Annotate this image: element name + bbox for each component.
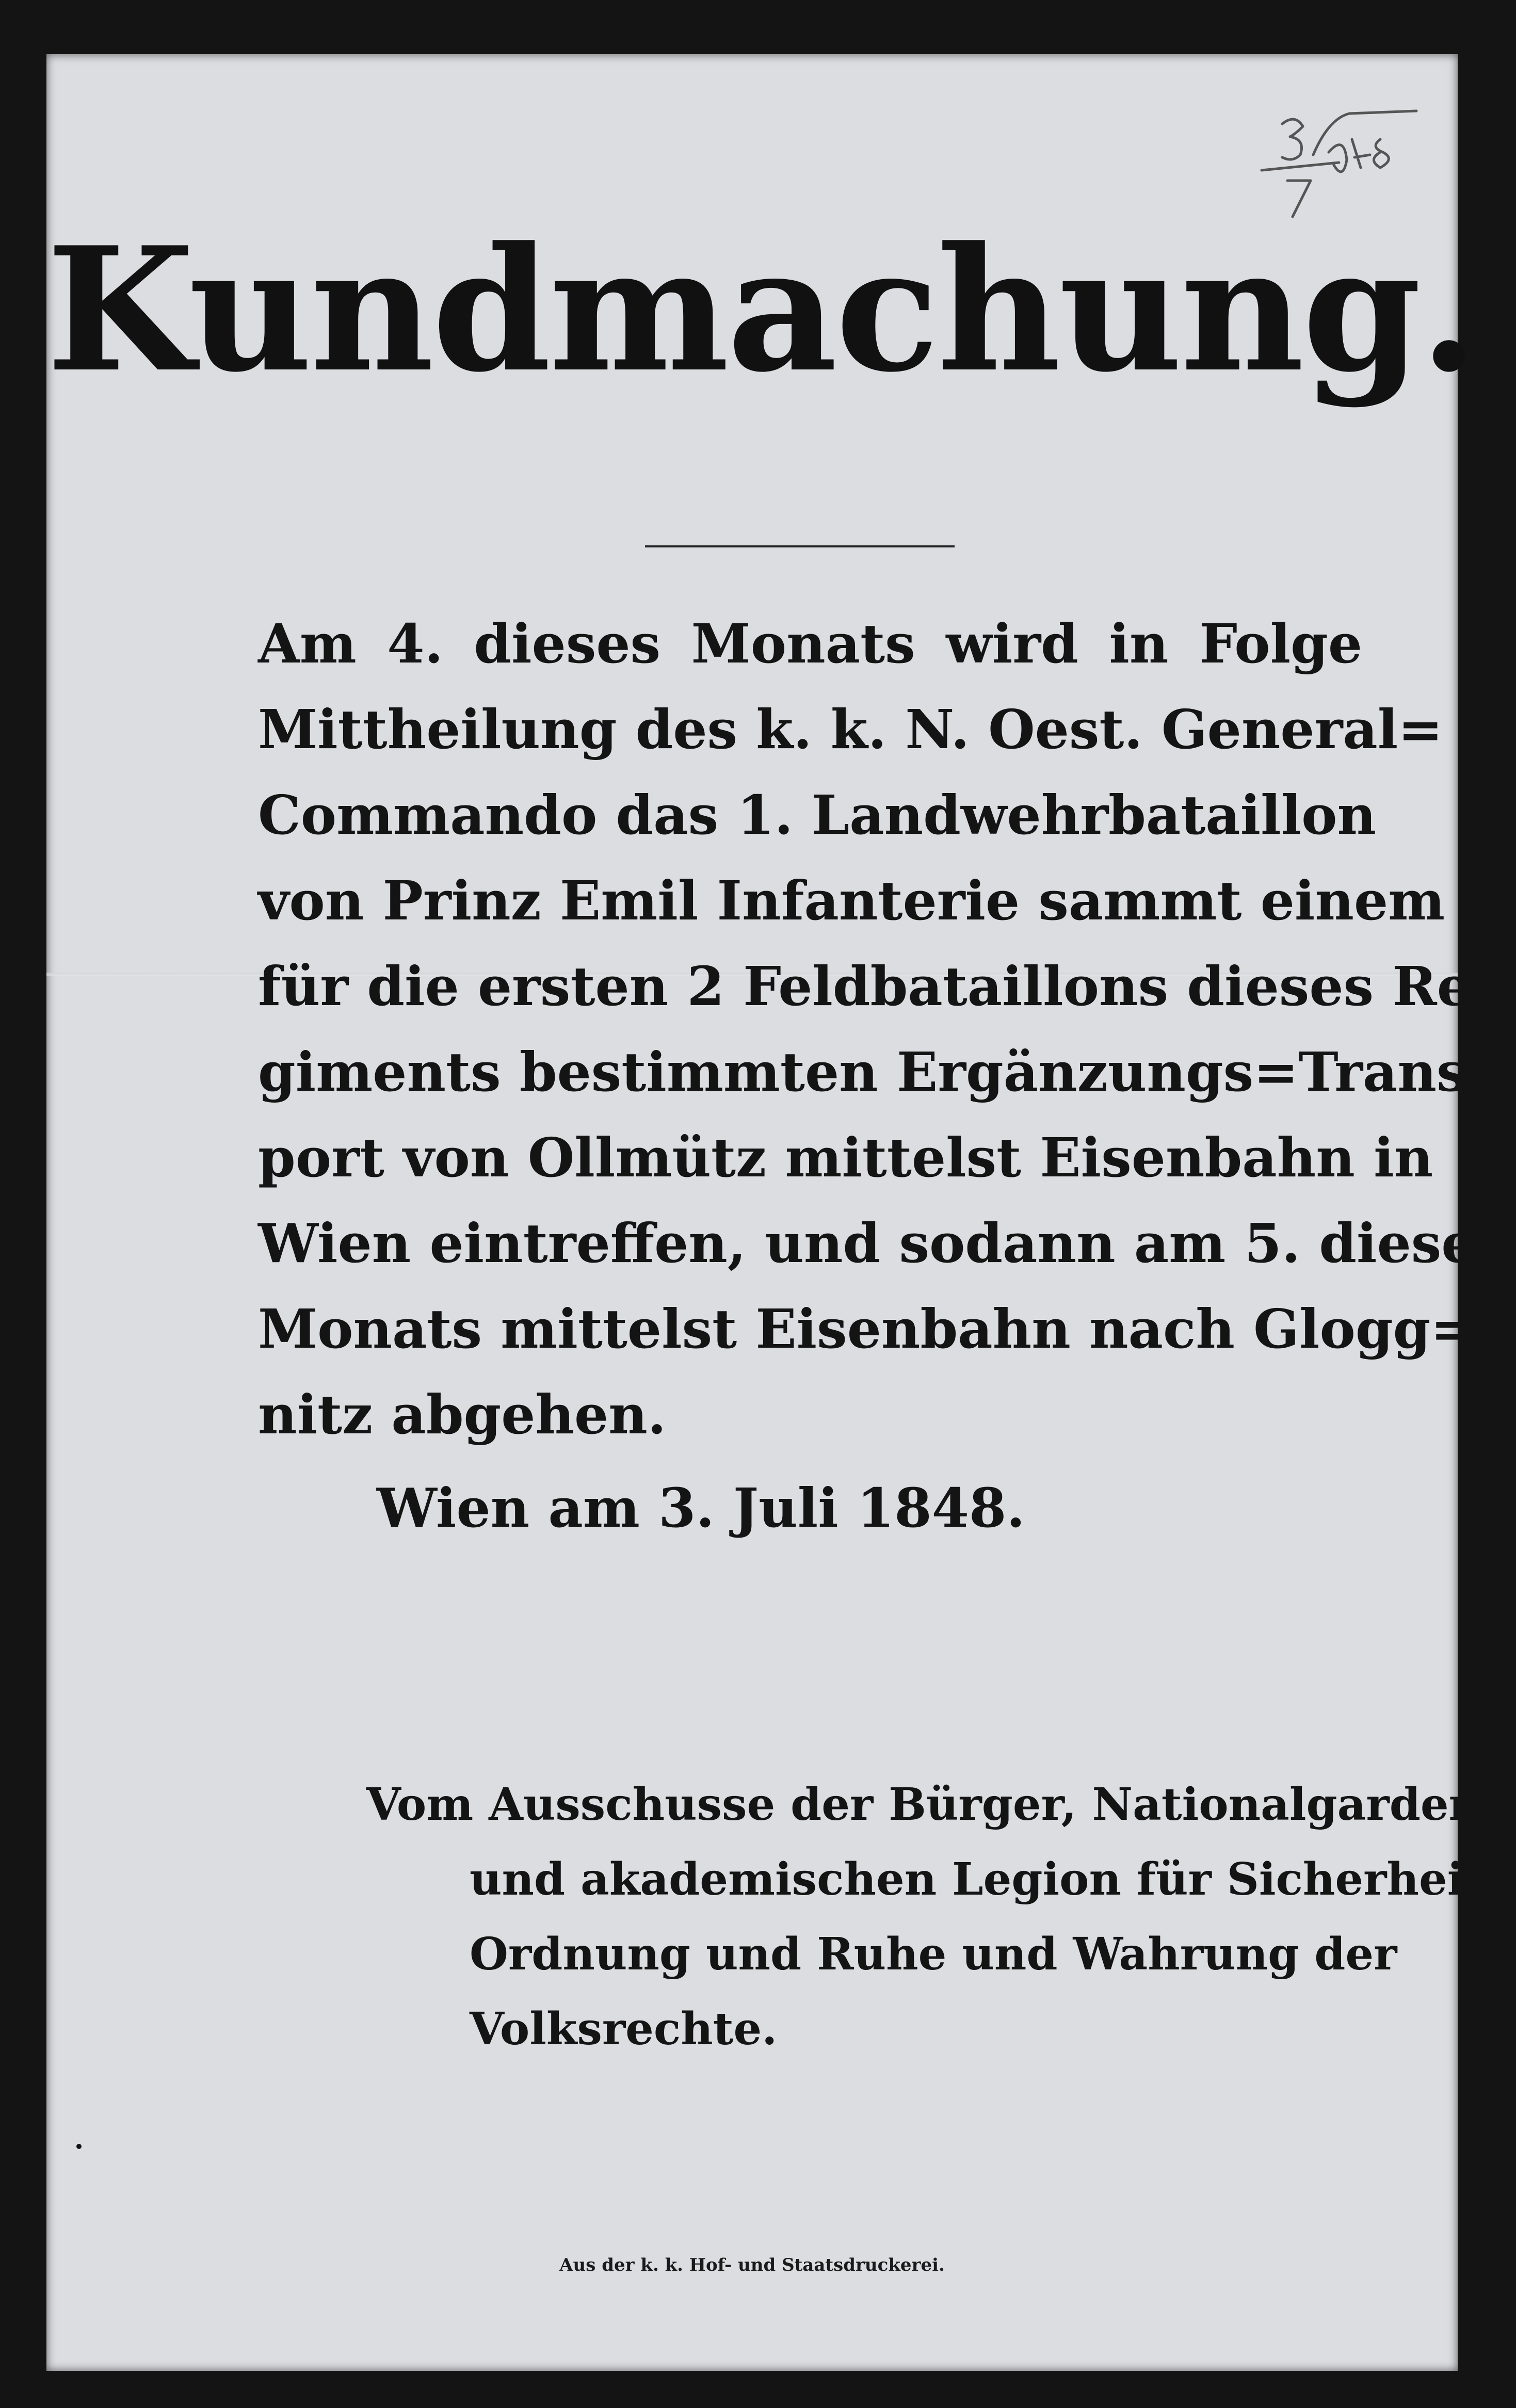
body-line: Mittheilung des k. k. N. Oest. General= xyxy=(258,698,1443,761)
signature-line: Volksrechte. xyxy=(470,2003,778,2055)
divider-rule xyxy=(645,545,955,547)
body-line: Wien eintreffen, und sodann am 5. dieses xyxy=(258,1211,1506,1275)
body-line: für die ersten 2 Feldbataillons dieses Re= xyxy=(258,955,1516,1018)
body-line: von Prinz Emil Infanterie sammt einem xyxy=(258,869,1445,932)
body-line: giments bestimmten Ergänzungs=Trans= xyxy=(258,1040,1512,1104)
issuer-signature xyxy=(366,1767,1501,2066)
body-line: Am 4. dieses Monats wird in Folge xyxy=(258,612,1362,675)
signature-line: und akademischen Legion für Sicherheit, xyxy=(470,1853,1501,1905)
signature-line: Vom Ausschusse der Bürger, Nationalgarden xyxy=(366,1779,1481,1831)
body-line: port von Ollmütz mittelst Eisenbahn in xyxy=(258,1126,1433,1189)
announcement-body xyxy=(258,601,1516,1458)
body-line: nitz abgehen. xyxy=(258,1383,667,1446)
paper-sheet xyxy=(46,54,1516,2371)
paper-speck xyxy=(76,2144,82,2149)
date-line: Wien am 3. Juli 1848. xyxy=(377,1476,1025,1540)
body-line: Monats mittelst Eisenbahn nach Glogg= xyxy=(258,1297,1476,1361)
page-title: Kundmachung. xyxy=(46,209,1477,410)
printer-imprint: Aus der k. k. Hof- und Staatsdruckerei. xyxy=(559,2255,945,2275)
body-line: Commando das 1. Landwehrbataillon xyxy=(258,783,1377,847)
signature-line: Ordnung und Ruhe und Wahrung der xyxy=(470,1928,1397,1980)
